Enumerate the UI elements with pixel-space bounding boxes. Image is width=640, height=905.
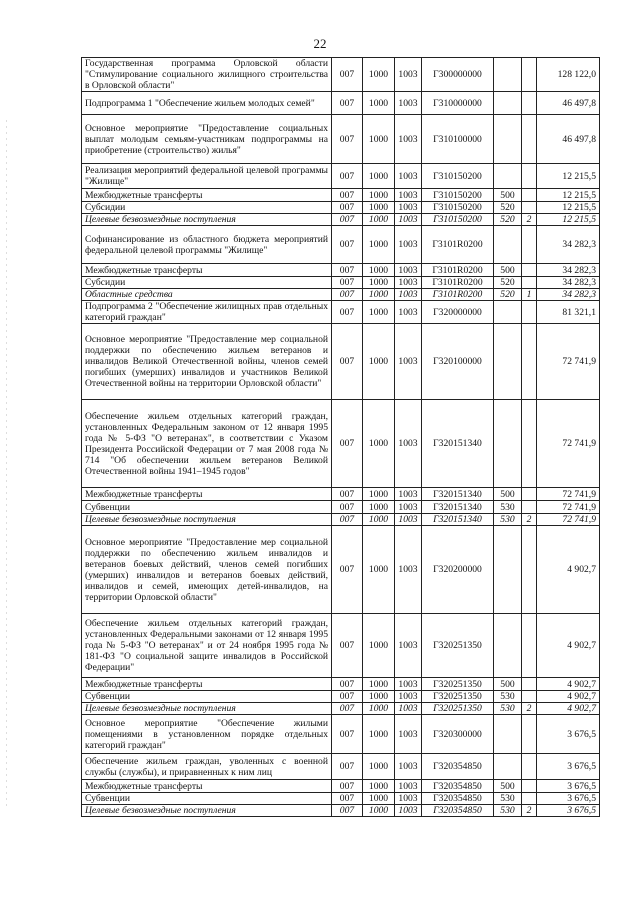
amount: 34 282,3 [537,226,600,264]
amount: 4 902,7 [537,691,600,703]
grbs-code: 007 [332,289,363,301]
expense-type-code [494,92,522,115]
section-code: 1000 [363,92,395,115]
expense-type-code: 520 [494,289,522,301]
target-article-code: Г320251350 [422,678,494,691]
row-name: Целевые безвозмездные поступления [82,703,332,715]
subsection-code: 1003 [395,289,422,301]
target-article-code: Г320354850 [422,805,494,817]
section-code: 1000 [363,780,395,793]
funding-source-code [522,301,537,324]
funding-source-code: 2 [522,514,537,526]
section-code: 1000 [363,324,395,400]
subsection-code: 1003 [395,301,422,324]
row-name: Межбюджетные трансферты [82,678,332,691]
amount: 34 282,3 [537,264,600,277]
grbs-code: 007 [332,202,363,214]
amount: 46 497,8 [537,115,600,164]
grbs-code: 007 [332,264,363,277]
grbs-code: 007 [332,92,363,115]
subsection-code: 1003 [395,780,422,793]
amount: 3 676,5 [537,805,600,817]
table-row [82,614,600,678]
grbs-code: 007 [332,780,363,793]
expense-type-code: 520 [494,202,522,214]
funding-source-code [522,501,537,514]
expense-type-code [494,324,522,400]
target-article-code: Г3101R0200 [422,226,494,264]
subsection-code: 1003 [395,793,422,805]
row-name: Обеспечение жильем отдельных категорий граждан, установленных Федеральными законами от 12 января 1995 года № 5-ФЗ "О ветеранах" и от 24 ноября 1995 года № 181-ФЗ "О социальной защите инвалидов в Российской Федерации" [82,614,332,678]
amount: 3 676,5 [537,715,600,754]
section-code: 1000 [363,793,395,805]
section-code: 1000 [363,301,395,324]
amount: 81 321,1 [537,301,600,324]
section-code: 1000 [363,614,395,678]
scan-edge-mark [6,120,7,810]
amount: 12 215,5 [537,214,600,226]
grbs-code: 007 [332,703,363,715]
funding-source-code [522,92,537,115]
row-name: Субвенции [82,793,332,805]
amount: 72 741,9 [537,514,600,526]
row-name: Основное мероприятие "Предоставление социальных выплат молодым семьям-участникам подпрограммы на приобретение (строительство) жилья" [82,115,332,164]
table-row [82,115,600,164]
funding-source-code [522,793,537,805]
section-code: 1000 [363,400,395,488]
row-name: Целевые безвозмездные поступления [82,214,332,226]
target-article-code: Г310150200 [422,214,494,226]
expense-type-code: 500 [494,678,522,691]
subsection-code: 1003 [395,614,422,678]
expense-type-code: 520 [494,214,522,226]
row-name: Областные средства [82,289,332,301]
table-row [82,400,600,488]
row-name: Межбюджетные трансферты [82,780,332,793]
funding-source-code: 2 [522,805,537,817]
amount: 72 741,9 [537,501,600,514]
section-code: 1000 [363,715,395,754]
target-article-code: Г320151340 [422,400,494,488]
subsection-code: 1003 [395,805,422,817]
table-row [82,301,600,324]
expense-type-code [494,301,522,324]
subsection-code: 1003 [395,58,422,92]
section-code: 1000 [363,164,395,189]
section-code: 1000 [363,277,395,289]
funding-source-code [522,678,537,691]
table-row [82,226,600,264]
target-article-code: Г320000000 [422,301,494,324]
target-article-code: Г320354850 [422,793,494,805]
grbs-code: 007 [332,793,363,805]
grbs-code: 007 [332,58,363,92]
grbs-code: 007 [332,501,363,514]
budget-table [81,57,600,817]
section-code: 1000 [363,115,395,164]
section-code: 1000 [363,691,395,703]
funding-source-code [522,691,537,703]
table-row [82,189,600,202]
section-code: 1000 [363,678,395,691]
subsection-code: 1003 [395,115,422,164]
table-row [82,514,600,526]
section-code: 1000 [363,703,395,715]
table-row [82,754,600,780]
grbs-code: 007 [332,488,363,501]
amount: 3 676,5 [537,793,600,805]
funding-source-code [522,715,537,754]
subsection-code: 1003 [395,703,422,715]
target-article-code: Г310150200 [422,189,494,202]
subsection-code: 1003 [395,164,422,189]
amount: 3 676,5 [537,780,600,793]
grbs-code: 007 [332,115,363,164]
amount: 4 902,7 [537,614,600,678]
subsection-code: 1003 [395,526,422,614]
subsection-code: 1003 [395,92,422,115]
grbs-code: 007 [332,678,363,691]
grbs-code: 007 [332,400,363,488]
section-code: 1000 [363,226,395,264]
target-article-code: Г320251350 [422,691,494,703]
table-row [82,324,600,400]
funding-source-code [522,754,537,780]
target-article-code: Г320354850 [422,754,494,780]
funding-source-code [522,58,537,92]
target-article-code: Г310100000 [422,115,494,164]
amount: 34 282,3 [537,277,600,289]
expense-type-code [494,526,522,614]
row-name: Реализация мероприятий федеральной целевой программы "Жилище" [82,164,332,189]
subsection-code: 1003 [395,678,422,691]
funding-source-code [522,189,537,202]
row-name: Целевые безвозмездные поступления [82,514,332,526]
target-article-code: Г320151340 [422,488,494,501]
subsection-code: 1003 [395,488,422,501]
expense-type-code: 520 [494,277,522,289]
subsection-code: 1003 [395,277,422,289]
row-name: Софинансирование из областного бюджета мероприятий федеральной целевой программы "Жилище" [82,226,332,264]
table-row [82,780,600,793]
funding-source-code [522,324,537,400]
subsection-code: 1003 [395,264,422,277]
target-article-code: Г320151340 [422,501,494,514]
row-name: Субсидии [82,277,332,289]
expense-type-code: 530 [494,514,522,526]
section-code: 1000 [363,501,395,514]
subsection-code: 1003 [395,754,422,780]
expense-type-code [494,754,522,780]
table-row [82,501,600,514]
table-row [82,715,600,754]
target-article-code: Г320200000 [422,526,494,614]
target-article-code: Г320251350 [422,614,494,678]
row-name: Субвенции [82,691,332,703]
table-row [82,793,600,805]
grbs-code: 007 [332,805,363,817]
section-code: 1000 [363,488,395,501]
row-name: Субсидии [82,202,332,214]
grbs-code: 007 [332,715,363,754]
row-name: Основное мероприятие "Предоставление мер социальной поддержки по обеспечению жильем ветеранов и инвалидов Великой Отечественной войны, членов семей погибших (умерших) инвалидов и участников Великой Отечественной войны на территории Орловской области" [82,324,332,400]
amount: 46 497,8 [537,92,600,115]
section-code: 1000 [363,805,395,817]
subsection-code: 1003 [395,501,422,514]
grbs-code: 007 [332,189,363,202]
subsection-code: 1003 [395,514,422,526]
table-row [82,678,600,691]
target-article-code: Г310150200 [422,164,494,189]
row-name: Основное мероприятие "Предоставление мер социальной поддержки по обеспечению жильем инвалидов и ветеранов боевых действий, членов семей погибших (умерших) инвалидов и ветеранов боевых действий, инвалидов и семей, имеющих детей-инвалидов, на территории Орловской области" [82,526,332,614]
amount: 3 676,5 [537,754,600,780]
funding-source-code [522,277,537,289]
table-row [82,164,600,189]
amount: 128 122,0 [537,58,600,92]
row-name: Основное мероприятие "Обеспечение жилыми помещениями в установленном порядке отдельных категорий граждан" [82,715,332,754]
section-code: 1000 [363,526,395,614]
funding-source-code [522,226,537,264]
target-article-code: Г300000000 [422,58,494,92]
target-article-code: Г3101R0200 [422,277,494,289]
target-article-code: Г320251350 [422,703,494,715]
row-name: Целевые безвозмездные поступления [82,805,332,817]
budget-table-body [82,58,600,817]
section-code: 1000 [363,289,395,301]
expense-type-code: 530 [494,501,522,514]
funding-source-code [522,614,537,678]
amount: 4 902,7 [537,703,600,715]
expense-type-code: 530 [494,805,522,817]
expense-type-code [494,226,522,264]
section-code: 1000 [363,754,395,780]
expense-type-code: 530 [494,691,522,703]
target-article-code: Г320151340 [422,514,494,526]
target-article-code: Г310000000 [422,92,494,115]
funding-source-code [522,202,537,214]
amount: 34 282,3 [537,289,600,301]
grbs-code: 007 [332,226,363,264]
target-article-code: Г320354850 [422,780,494,793]
grbs-code: 007 [332,514,363,526]
grbs-code: 007 [332,164,363,189]
section-code: 1000 [363,514,395,526]
grbs-code: 007 [332,301,363,324]
amount: 72 741,9 [537,400,600,488]
row-name: Субвенции [82,501,332,514]
table-row [82,58,600,92]
subsection-code: 1003 [395,691,422,703]
funding-source-code: 1 [522,289,537,301]
expense-type-code [494,115,522,164]
amount: 12 215,5 [537,189,600,202]
target-article-code: Г320100000 [422,324,494,400]
expense-type-code [494,715,522,754]
amount: 4 902,7 [537,678,600,691]
section-code: 1000 [363,264,395,277]
subsection-code: 1003 [395,715,422,754]
table-row [82,277,600,289]
table-row [82,691,600,703]
funding-source-code [522,264,537,277]
target-article-code: Г320300000 [422,715,494,754]
expense-type-code: 530 [494,703,522,715]
expense-type-code [494,614,522,678]
expense-type-code: 530 [494,793,522,805]
subsection-code: 1003 [395,226,422,264]
subsection-code: 1003 [395,400,422,488]
expense-type-code [494,58,522,92]
amount: 4 902,7 [537,526,600,614]
expense-type-code: 500 [494,189,522,202]
grbs-code: 007 [332,754,363,780]
subsection-code: 1003 [395,324,422,400]
subsection-code: 1003 [395,202,422,214]
funding-source-code [522,115,537,164]
amount: 12 215,5 [537,164,600,189]
section-code: 1000 [363,202,395,214]
subsection-code: 1003 [395,189,422,202]
row-name: Государственная программа Орловской области "Стимулирование социального жилищного строительства в Орловской области" [82,58,332,92]
amount: 12 215,5 [537,202,600,214]
funding-source-code [522,526,537,614]
row-name: Обеспечение жильем отдельных категорий граждан, установленных Федеральным законом от 12 января 1995 года № 5-ФЗ "О ветеранах", в соответствии с Указом Президента Российской Федерации от 7 мая 2008 года № 714 "Об обеспечении жильем ветеранов Великой Отечественной войны 1941–1945 годов" [82,400,332,488]
table-row [82,289,600,301]
target-article-code: Г310150200 [422,202,494,214]
section-code: 1000 [363,214,395,226]
grbs-code: 007 [332,277,363,289]
grbs-code: 007 [332,214,363,226]
target-article-code: Г3101R0200 [422,289,494,301]
table-row [82,703,600,715]
page-number: 22 [313,36,327,51]
funding-source-code [522,164,537,189]
expense-type-code [494,164,522,189]
amount: 72 741,9 [537,488,600,501]
grbs-code: 007 [332,324,363,400]
expense-type-code: 500 [494,488,522,501]
expense-type-code [494,400,522,488]
amount: 72 741,9 [537,324,600,400]
grbs-code: 007 [332,526,363,614]
funding-source-code [522,488,537,501]
table-row [82,264,600,277]
funding-source-code: 2 [522,703,537,715]
table-row [82,202,600,214]
expense-type-code: 500 [494,780,522,793]
row-name: Межбюджетные трансферты [82,488,332,501]
funding-source-code [522,400,537,488]
row-name: Межбюджетные трансферты [82,189,332,202]
funding-source-code: 2 [522,214,537,226]
grbs-code: 007 [332,691,363,703]
table-row [82,214,600,226]
funding-source-code [522,780,537,793]
table-row [82,92,600,115]
subsection-code: 1003 [395,214,422,226]
row-name: Подпрограмма 1 "Обеспечение жильем молодых семей" [82,92,332,115]
target-article-code: Г3101R0200 [422,264,494,277]
row-name: Обеспечение жильем граждан, уволенных с военной службы (службы), и приравненных к ним лиц [82,754,332,780]
grbs-code: 007 [332,614,363,678]
table-row [82,526,600,614]
table-row [82,488,600,501]
row-name: Межбюджетные трансферты [82,264,332,277]
section-code: 1000 [363,189,395,202]
section-code: 1000 [363,58,395,92]
expense-type-code: 500 [494,264,522,277]
table-row [82,805,600,817]
row-name: Подпрограмма 2 "Обеспечение жилищных прав отдельных категорий граждан" [82,301,332,324]
